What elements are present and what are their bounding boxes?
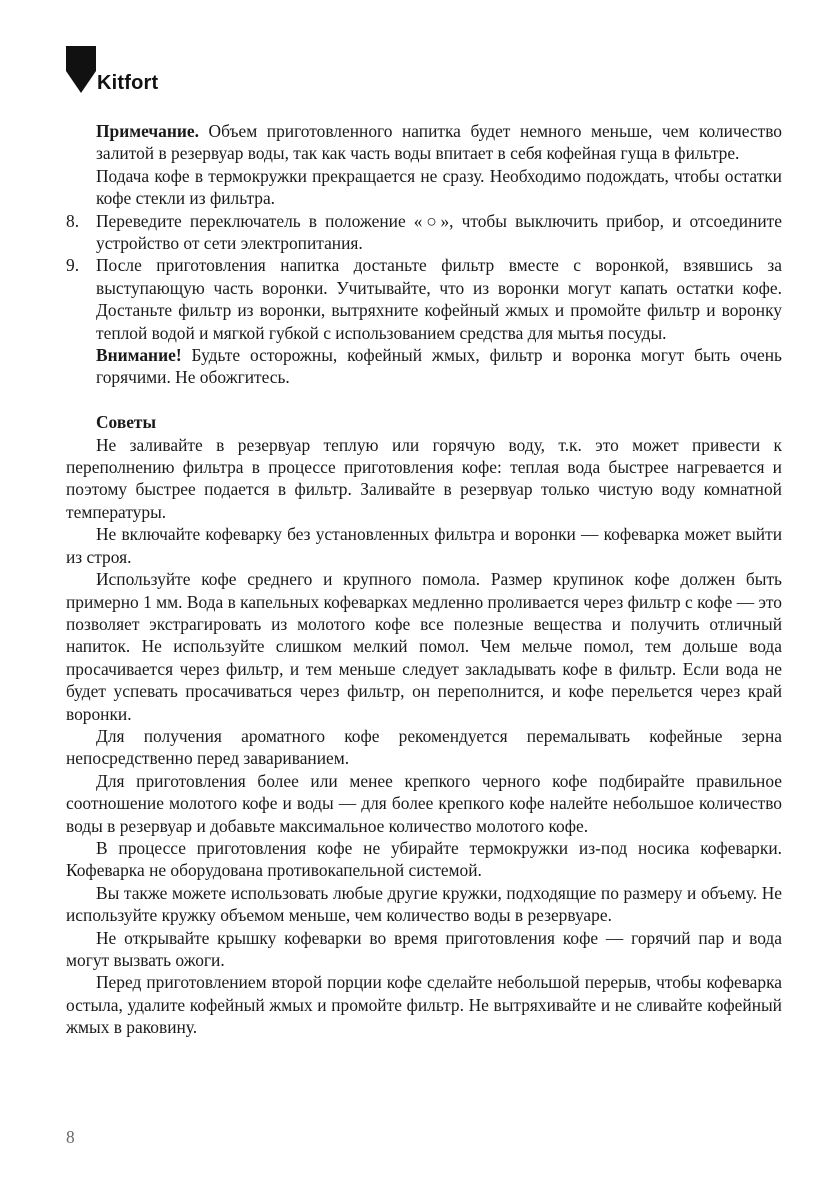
tip-paragraph: Не включайте кофеварку без установленных фильтра и воронки — кофеварка может выйти из строя.: [66, 524, 782, 567]
note-paragraph: [66, 120, 782, 165]
kitfort-logo-icon: [66, 46, 96, 94]
step-8: [66, 210, 782, 255]
tip-paragraph: Используйте кофе среднего и крупного помола. Размер крупинок кофе должен быть примерно 1 мм. Вода в капельных кофеварках медленно проливается через фильтр с кофе — это позволяет экстрагировать из молотого кофе все полезные вещества и получить отличный напиток. Не используйте слишком мелкий помол. Чем мельче помол, тем дольше вода просачивается через фильтр, и тем меньше следует закладывать кофе в фильтр. Если вода не будет успевать просачиваться через фильтр, он переполнится, и кофе перельется через край воронки.: [66, 569, 782, 724]
step-text: После приготовления напитка достаньте фильтр вместе с воронкой, взявшись за выступающую часть воронки. Учитывайте, что из воронки могут капать остатки кофе. Достаньте фильтр из воронки, вытряхните кофейный жмых и промойте фильтр и воронку теплой водой и мягкой губкой с использованием средства для мытья посуды.: [96, 255, 782, 343]
brand-name: Kitfort: [97, 72, 159, 94]
tip-paragraph: Перед приготовлением второй порции кофе сделайте небольшой перерыв, чтобы кофеварка остыла, удалите кофейный жмых и промойте фильтр. Не вытряхивайте и не сливайте кофейный жмых в раковину.: [66, 972, 782, 1038]
step-number: 8.: [66, 210, 80, 231]
tip-paragraph: Вы также можете использовать любые другие кружки, подходящие по размеру и объему. Не используйте кружку объемом меньше, чем количество воды в резервуаре.: [66, 882, 782, 926]
tips-heading: Советы: [96, 412, 157, 433]
warning-paragraph: [66, 344, 782, 389]
note-label: Примечание.: [96, 121, 199, 141]
tip-paragraph: Для получения ароматного кофе рекомендуется перемалывать кофейные зерна непосредственно перед завариванием.: [66, 725, 782, 769]
page-number: 8: [66, 1127, 75, 1147]
tip-paragraph: Не открывайте крышку кофеварки во время приготовления кофе — горячий пар и вода могут вызвать ожоги.: [66, 927, 782, 971]
step-number: 9.: [66, 255, 80, 276]
warning-text: Будьте осторожны, кофейный жмых, фильтр и воронка могут быть очень горячими. Не обожгитесь.: [96, 345, 782, 388]
tip-paragraph: Не заливайте в резервуар теплую или горячую воду, т.к. это может привести к переполнению фильтра в процессе приготовления кофе: теплая вода быстрее нагревается и поэтому быстрее подается в фильтр. Заливайте в резервуар только чистую воду комнатной температуры.: [66, 434, 782, 522]
tip-paragraph: В процессе приготовления кофе не убирайте термокружки из-под носика кофеварки. Кофеварка не оборудована противокапельной системой.: [66, 837, 782, 881]
brand-logo: [66, 46, 158, 94]
warning-label: Внимание!: [96, 345, 182, 366]
tip-paragraph: Для приготовления более или менее крепкого черного кофе подбирайте правильное соотношение молотого кофе и воды — для более крепкого кофе налейте небольшое количество воды в резервуар и добавьте максимальное количество молотого кофе.: [66, 770, 782, 836]
step-text: Переведите переключатель в положение «○», чтобы выключить прибор, и отсоедините устройство от сети электропитания.: [96, 210, 782, 254]
note-text: Объем приготовленного напитка будет немного меньше, чем количество залитой в резервуар воды, так как часть воды впитает в себя кофейная гуща в фильтре.: [96, 121, 782, 164]
note-paragraph-2: Подача кофе в термокружки прекращается не сразу. Необходимо подождать, чтобы остатки кофе стекли из фильтра.: [96, 165, 782, 209]
step-9: [66, 254, 782, 344]
page-content: [66, 120, 782, 1039]
